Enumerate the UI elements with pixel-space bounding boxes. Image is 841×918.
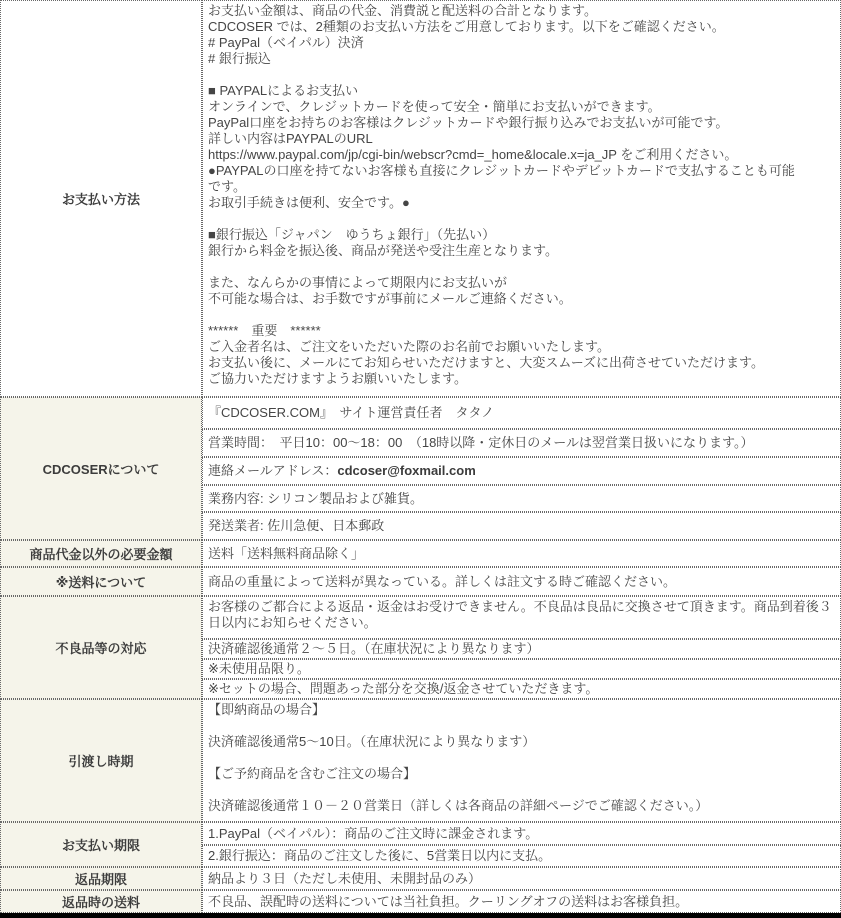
row-header-payment-deadline: お支払い期限 — [0, 822, 202, 867]
text-line: PayPal口座をお持ちのお客様はクレジットカードや銀行振り込みでお支払いが可能です。 — [208, 115, 729, 130]
text-line: ■銀行振込「ジャパン ゆうちょ銀行」（先払い） — [208, 227, 496, 242]
row-header-about-cdcoser: CDCOSERについて — [0, 397, 202, 540]
site-operator-line: 『CDCOSER.COM』 サイト運営責任者 タタノ — [202, 397, 841, 429]
return-shipping-fee-content: 不良品、誤配時の送料については当社負担。クーリングオフの送料はお客様負担。 — [202, 890, 841, 913]
defective-exchange-time-line: 決済確認後通常２～５日。（在庫状況により異なります） — [202, 639, 841, 659]
business-hours-line: 営業時間： 平日10：00～18：00 （18時以降・定休日のメールは翌営業日扱いになります。） — [202, 429, 841, 457]
text-line: ご協力いただけますようお願いいたします。 — [208, 371, 467, 386]
text-line: ■ PAYPALによるお支払い — [208, 83, 359, 98]
row-return-shipping-fee — [0, 890, 841, 913]
defective-unused-only-line: ※未使用品限り。 — [202, 659, 841, 679]
about-shipping-content: 商品の重量によって送料が異なっている。詳しくは註文する時ご確認ください。 — [202, 567, 841, 596]
text-line: オンラインで、クレジットカードを使って安全・簡単にお支払いができます。 — [208, 99, 661, 114]
blank-line — [208, 718, 836, 734]
row-extra-fees — [0, 540, 841, 567]
contact-email: cdcoser@foxmail.com — [337, 463, 476, 478]
text-line: CDCOSER では、2種類のお支払い方法をご用意しております。以下をご確認ください。 — [208, 19, 725, 34]
defective-policy-line: お客様のご都合による返品・返金はお受けできません。不良品は良品に交換させて頂きます。商品到着後３日以内にお知らせください。 — [202, 596, 841, 639]
text-line: 詳しい内容はPAYPALのURL — [208, 131, 373, 146]
payment-method-content — [202, 0, 841, 397]
business-description-line: 業務内容: シリコン製品および雑貨。 — [202, 485, 841, 512]
row-header-delivery-time: 引渡し時期 — [0, 699, 202, 822]
row-delivery-time — [0, 699, 841, 822]
return-deadline-content: 納品より３日（ただし未使用、未開封品のみ） — [202, 867, 841, 890]
row-header-about-shipping: ※送料について — [0, 567, 202, 596]
blank-line — [208, 782, 836, 798]
text-line: # PayPal（ベイパル）決済 — [208, 35, 364, 50]
delivery-time-content — [202, 699, 841, 822]
text-line: 決済確認後通常１０－２０営業日（詳しくは各商品の詳細ページでご確認ください。） — [208, 798, 709, 813]
row-about-cdcoser — [0, 397, 841, 429]
row-header-return-deadline: 返品期限 — [0, 867, 202, 890]
paypal-url-text: https://www.paypal.com/jp/cgi-bin/webscr?cmd=_home&locale.x=ja_JP をご利用ください。 — [208, 147, 738, 162]
row-header-return-shipping-fee: 返品時の送料 — [0, 890, 202, 913]
contact-email-label: 連絡メールアドレス： — [208, 463, 338, 478]
defective-set-policy-line: ※セットの場合、問題あった部分を交換/返金させていただきます。 — [202, 679, 841, 699]
text-line: 銀行から料金を振込後、商品が発送や受注生産となります。 — [208, 243, 558, 258]
blank-line — [208, 259, 836, 275]
row-payment-deadline — [0, 822, 841, 845]
row-header-payment-method: お支払い方法 — [0, 0, 202, 397]
row-payment-method — [0, 0, 841, 397]
row-header-defective-items: 不良品等の対応 — [0, 596, 202, 699]
text-line: お支払い後に、メールにてお知らせいただけますと、大変スムーズに出荷させていただけます。 — [208, 355, 765, 370]
text-line: 【即納商品の場合】 — [208, 702, 326, 717]
blank-line — [208, 67, 836, 83]
blank-line — [208, 750, 836, 766]
contact-email-line — [202, 457, 841, 485]
text-line: お取引手続きは便利、安全です。● — [208, 195, 410, 210]
text-line: 【ご予約商品を含むご注文の場合】 — [208, 766, 417, 781]
text-line: 不可能な場合は、お手数ですが事前にメールご連絡ください。 — [208, 291, 572, 306]
text-line: です。 — [208, 179, 246, 194]
payment-deadline-paypal-line: 1.PayPal（ベイパル）：商品のご注文時に課金されます。 — [202, 822, 841, 845]
text-line: また、なんらかの事情によって期限内にお支払いが — [208, 275, 508, 290]
row-about-shipping — [0, 567, 841, 596]
blank-line — [208, 211, 836, 227]
important-marker-line: ****** 重要 ****** — [208, 323, 321, 338]
payment-deadline-bank-line: 2.銀行振込：商品のご注文した後に、5営業日以内に支払。 — [202, 845, 841, 867]
row-header-extra-fees: 商品代金以外の必要金額 — [0, 540, 202, 567]
extra-fees-content: 送料「送料無料商品除く」 — [202, 540, 841, 567]
text-line: # 銀行振込 — [208, 51, 271, 66]
text-line: ●PAYPALの口座を持てないお客様も直接にクレジットカードやデビットカードで支払することも可能 — [208, 163, 795, 178]
shipping-carriers-line: 発送業者: 佐川急便、日本郵政 — [202, 512, 841, 540]
row-return-deadline — [0, 867, 841, 890]
text-line: 決済確認後通常5～10日。（在庫状況により異なります） — [208, 734, 536, 749]
text-line: ご入金者名は、ご注文をいただいた際のお名前でお願いいたします。 — [208, 339, 610, 354]
text-line: お支払い金額は、商品の代金、消費説と配送料の合計となります。 — [208, 3, 597, 18]
row-defective-items — [0, 596, 841, 639]
blank-line — [208, 307, 836, 323]
